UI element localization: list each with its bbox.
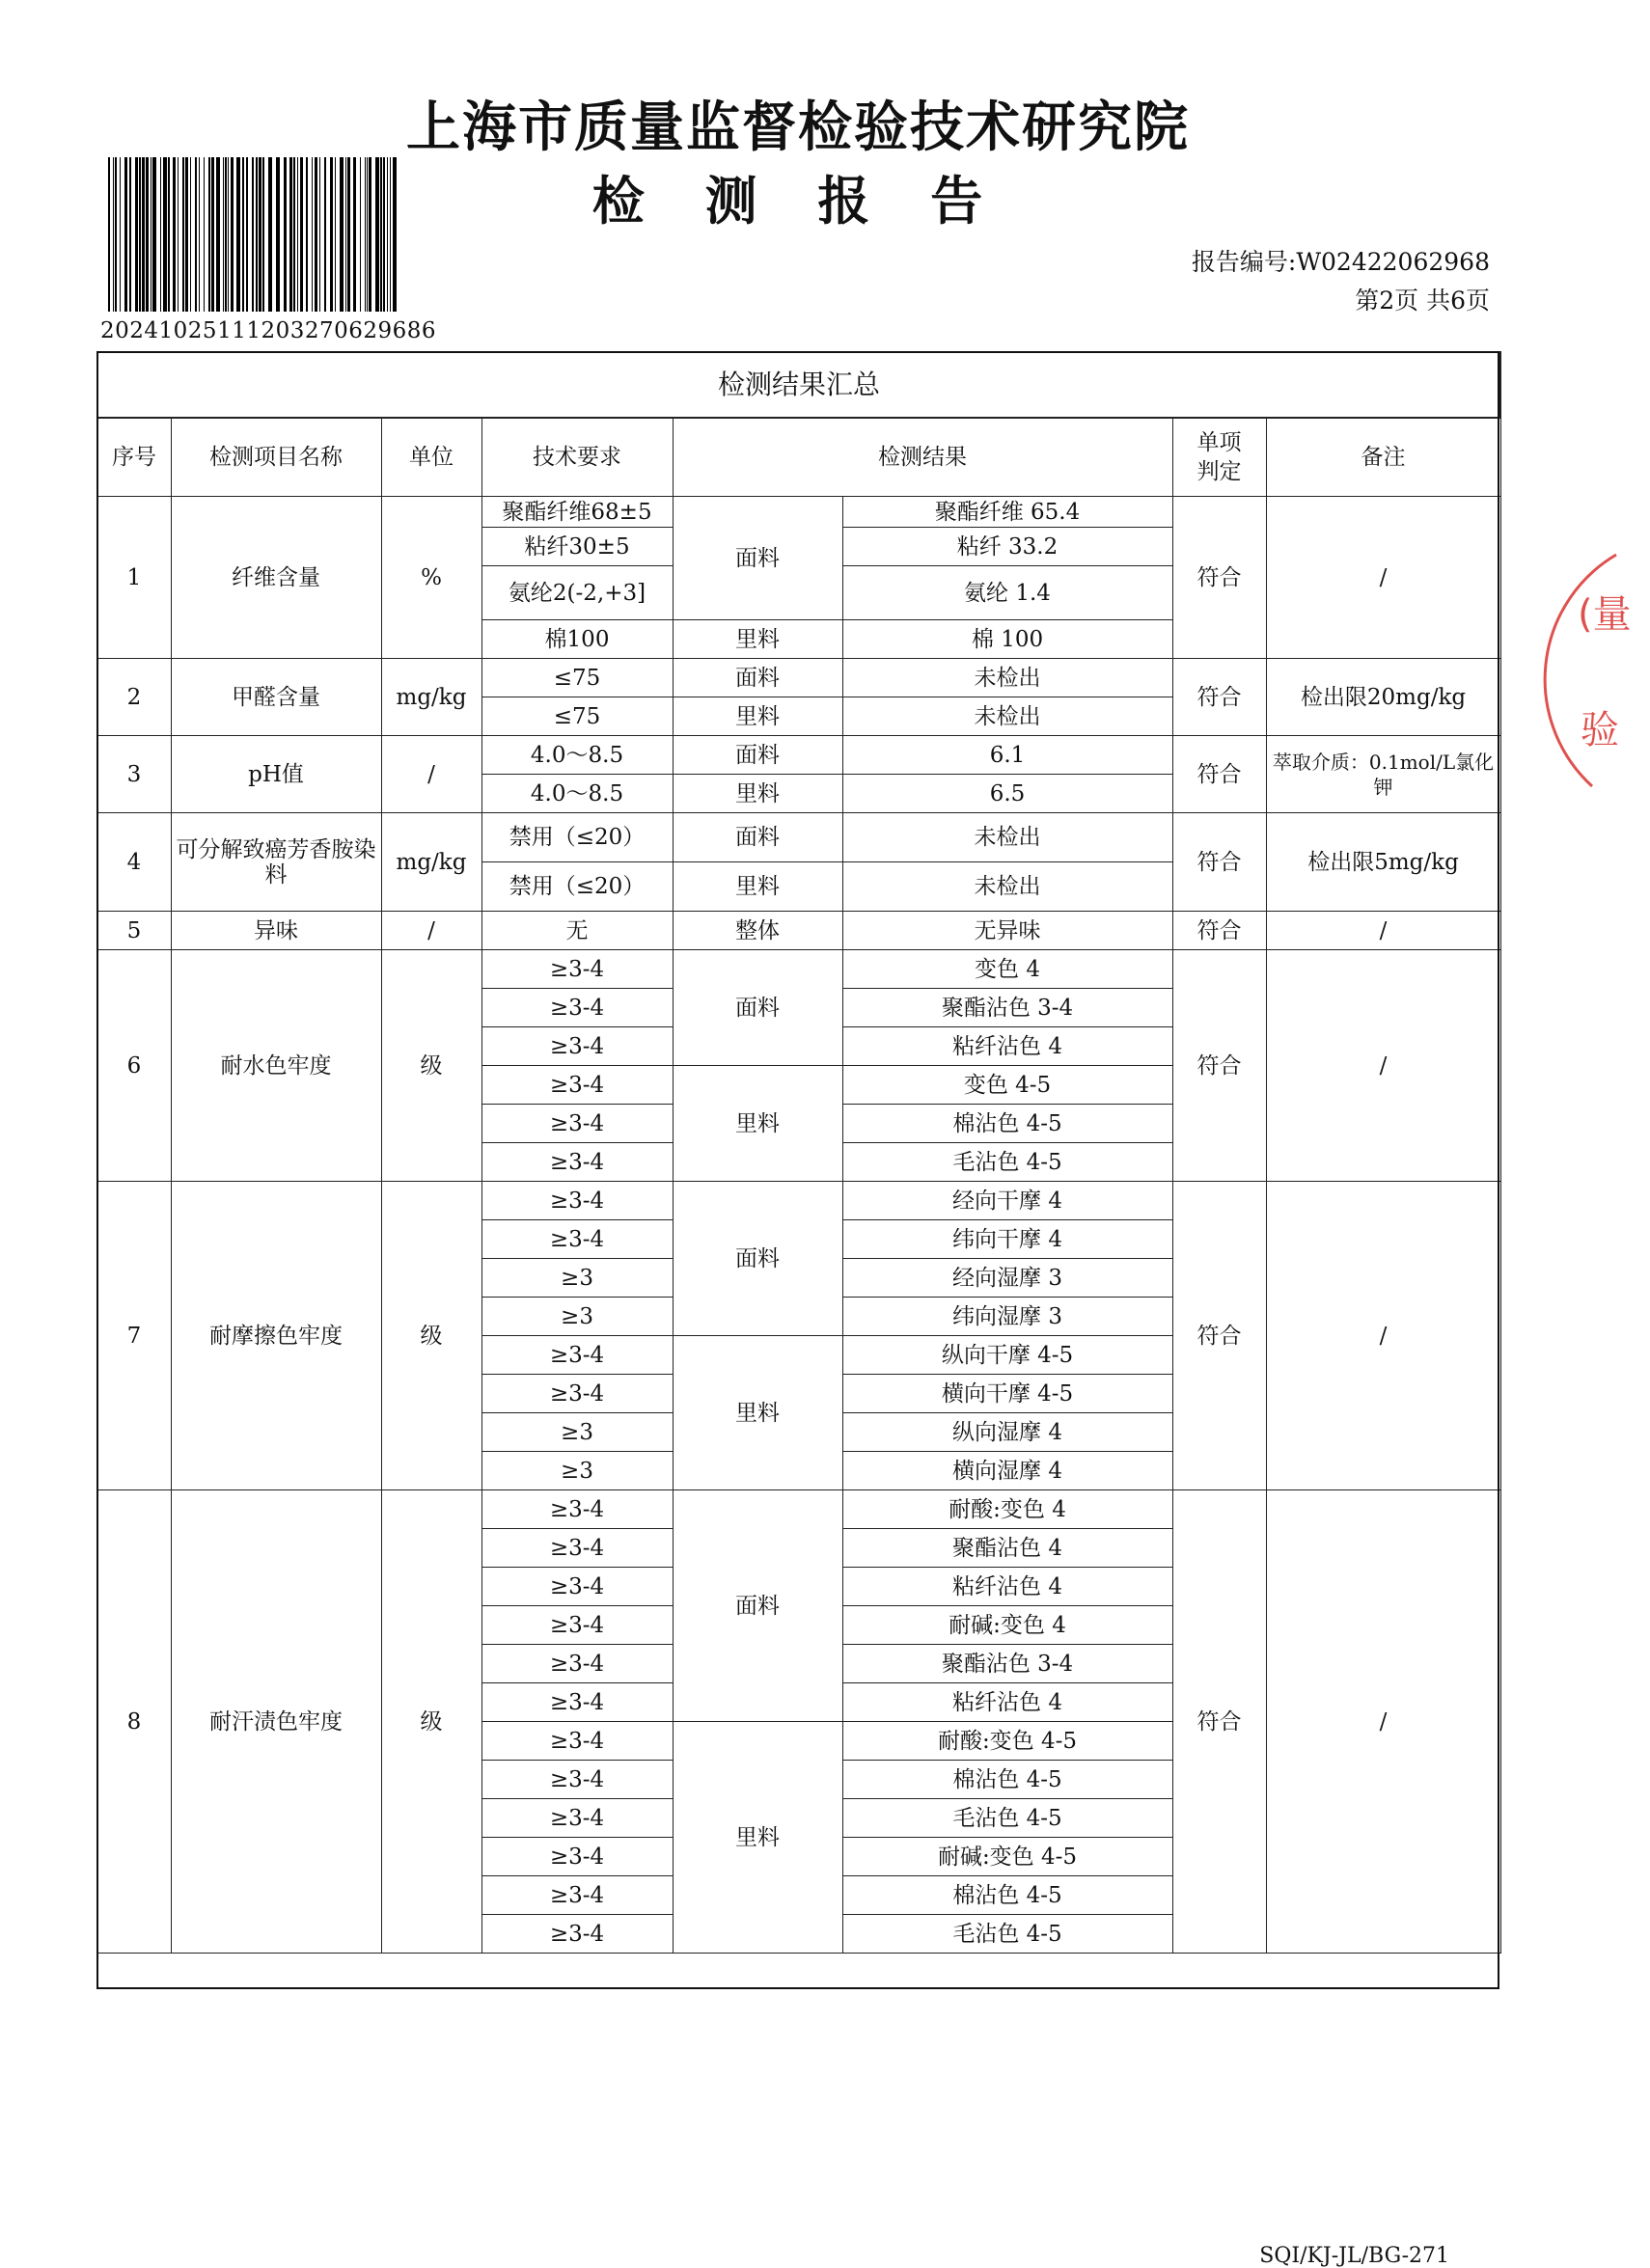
result-cell: 未检出	[842, 813, 1172, 862]
institute-name: 上海市质量监督检验技术研究院	[406, 96, 1190, 159]
item-name-cell: 纤维含量	[171, 497, 381, 659]
requirement-cell: 禁用（≤20）	[481, 862, 673, 912]
result-cell: 耐碱:变色 4	[842, 1606, 1172, 1645]
verdict-cell: 符合	[1172, 659, 1266, 736]
unit-cell: /	[381, 912, 481, 950]
barcode-image	[108, 157, 399, 312]
unit-cell: 级	[381, 950, 481, 1182]
part-cell: 里料	[673, 620, 842, 659]
verdict-cell: 符合	[1172, 736, 1266, 813]
requirement-cell: ≥3-4	[481, 1182, 673, 1220]
table-header-row	[97, 418, 1500, 497]
result-cell: 耐酸:变色 4	[842, 1490, 1172, 1529]
result-cell: 毛沾色 4-5	[842, 1799, 1172, 1838]
requirement-cell: 氨纶2(-2,+3]	[481, 566, 673, 620]
result-cell: 氨纶 1.4	[842, 566, 1172, 620]
result-cell: 未检出	[842, 659, 1172, 697]
result-cell: 粘纤沾色 4	[842, 1683, 1172, 1722]
result-cell: 变色 4-5	[842, 1066, 1172, 1105]
requirement-cell: ≥3	[481, 1259, 673, 1298]
requirement-cell: ≥3-4	[481, 1066, 673, 1105]
result-cell: 粘纤沾色 4	[842, 1568, 1172, 1606]
result-cell: 纬向干摩 4	[842, 1220, 1172, 1259]
item-name-cell: 耐汗渍色牢度	[171, 1490, 381, 1954]
part-cell: 面料	[673, 736, 842, 775]
requirement-cell: ≥3	[481, 1452, 673, 1490]
note-cell: /	[1266, 497, 1500, 659]
item-name-cell: 耐水色牢度	[171, 950, 381, 1182]
part-cell: 里料	[673, 697, 842, 736]
seq-cell: 5	[97, 912, 171, 950]
seq-cell: 1	[97, 497, 171, 659]
requirement-cell: ≥3-4	[481, 1838, 673, 1876]
requirement-cell: 禁用（≤20）	[481, 813, 673, 862]
header-seq: 序号	[97, 418, 171, 497]
note-cell: /	[1266, 1490, 1500, 1954]
part-cell: 面料	[673, 659, 842, 697]
result-cell: 横向干摩 4-5	[842, 1375, 1172, 1413]
requirement-cell: 粘纤30±5	[481, 528, 673, 566]
part-cell: 里料	[673, 1066, 842, 1182]
result-cell: 粘纤沾色 4	[842, 1027, 1172, 1066]
result-cell: 未检出	[842, 862, 1172, 912]
verdict-cell: 符合	[1172, 813, 1266, 912]
verdict-cell: 符合	[1172, 497, 1266, 659]
note-cell: /	[1266, 1182, 1500, 1490]
note-cell: 检出限20mg/kg	[1266, 659, 1500, 736]
table-row	[97, 736, 1500, 775]
result-cell: 经向干摩 4	[842, 1182, 1172, 1220]
seq-cell: 6	[97, 950, 171, 1182]
part-cell: 面料	[673, 497, 842, 620]
result-cell: 6.5	[842, 775, 1172, 813]
result-cell: 经向湿摩 3	[842, 1259, 1172, 1298]
part-cell: 里料	[673, 862, 842, 912]
requirement-cell: ≥3-4	[481, 1799, 673, 1838]
page-number: 第2页 共6页	[1355, 287, 1490, 314]
requirement-cell: ≥3-4	[481, 1143, 673, 1182]
result-cell: 纵向湿摩 4	[842, 1413, 1172, 1452]
requirement-cell: ≥3-4	[481, 1645, 673, 1683]
result-cell: 纬向湿摩 3	[842, 1298, 1172, 1336]
requirement-cell: ≥3-4	[481, 1683, 673, 1722]
part-cell: 里料	[673, 1722, 842, 1954]
table-row	[97, 497, 1500, 528]
note-cell: 萃取介质：0.1mol/L氯化钾	[1266, 736, 1500, 813]
requirement-cell: ≥3	[481, 1298, 673, 1336]
requirement-cell: ≥3-4	[481, 1761, 673, 1799]
result-cell: 毛沾色 4-5	[842, 1143, 1172, 1182]
unit-cell: mg/kg	[381, 659, 481, 736]
requirement-cell: ≥3-4	[481, 1490, 673, 1529]
requirement-cell: ≥3-4	[481, 1105, 673, 1143]
requirement-cell: ≥3-4	[481, 1606, 673, 1645]
part-cell: 里料	[673, 1336, 842, 1490]
seq-cell: 7	[97, 1182, 171, 1490]
result-cell: 粘纤 33.2	[842, 528, 1172, 566]
requirement-cell: ≥3-4	[481, 1568, 673, 1606]
form-code: SQI/KJ-JL/BG-271	[1259, 2244, 1449, 2268]
seq-cell: 3	[97, 736, 171, 813]
unit-cell: 级	[381, 1490, 481, 1954]
result-cell: 聚酯沾色 3-4	[842, 989, 1172, 1027]
item-name-cell: 耐摩擦色牢度	[171, 1182, 381, 1490]
result-cell: 棉沾色 4-5	[842, 1761, 1172, 1799]
requirement-cell: 4.0～8.5	[481, 775, 673, 813]
inspection-seal-stamp	[1534, 535, 1650, 806]
requirement-cell: 棉100	[481, 620, 673, 659]
requirement-cell: ≥3-4	[481, 1915, 673, 1954]
part-cell: 整体	[673, 912, 842, 950]
table-row	[97, 659, 1500, 697]
verdict-cell: 符合	[1172, 1182, 1266, 1490]
requirement-cell: ≥3-4	[481, 1220, 673, 1259]
seal-text-1: (量	[1578, 592, 1632, 637]
result-cell: 耐酸:变色 4-5	[842, 1722, 1172, 1761]
report-number: 报告编号:W02422062968	[1191, 248, 1490, 276]
verdict-cell: 符合	[1172, 950, 1266, 1182]
result-cell: 棉 100	[842, 620, 1172, 659]
header-unit: 单位	[381, 418, 481, 497]
result-cell: 聚酯沾色 3-4	[842, 1645, 1172, 1683]
header-note: 备注	[1266, 418, 1500, 497]
verdict-cell: 符合	[1172, 1490, 1266, 1954]
table-row	[97, 813, 1500, 862]
seq-cell: 8	[97, 1490, 171, 1954]
part-cell: 里料	[673, 775, 842, 813]
requirement-cell: 4.0～8.5	[481, 736, 673, 775]
table-row	[97, 1490, 1500, 1529]
unit-cell: %	[381, 497, 481, 659]
header-verdict: 单项判定	[1172, 418, 1266, 497]
requirement-cell: ≥3-4	[481, 1722, 673, 1761]
item-name-cell: 异味	[171, 912, 381, 950]
result-cell: 聚酯纤维 65.4	[842, 497, 1172, 528]
document-title: 检 测 报 告	[591, 171, 1004, 232]
result-cell: 无异味	[842, 912, 1172, 950]
result-cell: 耐碱:变色 4-5	[842, 1838, 1172, 1876]
results-summary-table	[96, 351, 1501, 1954]
requirement-cell: 无	[481, 912, 673, 950]
barcode-number: 20241025111203270629686	[100, 318, 437, 343]
part-cell: 面料	[673, 1182, 842, 1336]
part-cell: 面料	[673, 813, 842, 862]
requirement-cell: 聚酯纤维68±5	[481, 497, 673, 528]
seal-text-2: 验	[1581, 708, 1619, 752]
item-name-cell: 甲醛含量	[171, 659, 381, 736]
result-cell: 棉沾色 4-5	[842, 1105, 1172, 1143]
note-cell: /	[1266, 950, 1500, 1182]
requirement-cell: ≥3-4	[481, 1529, 673, 1568]
requirement-cell: ≤75	[481, 659, 673, 697]
result-cell: 毛沾色 4-5	[842, 1915, 1172, 1954]
result-cell: 棉沾色 4-5	[842, 1876, 1172, 1915]
table-row	[97, 1182, 1500, 1220]
note-cell: 检出限5mg/kg	[1266, 813, 1500, 912]
requirement-cell: ≥3-4	[481, 1375, 673, 1413]
requirement-cell: ≥3-4	[481, 989, 673, 1027]
note-cell: /	[1266, 912, 1500, 950]
requirement-cell: ≥3-4	[481, 950, 673, 989]
unit-cell: mg/kg	[381, 813, 481, 912]
table-caption: 检测结果汇总	[97, 352, 1500, 418]
part-cell: 面料	[673, 950, 842, 1066]
item-name-cell: 可分解致癌芳香胺染料	[171, 813, 381, 912]
result-cell: 聚酯沾色 4	[842, 1529, 1172, 1568]
unit-cell: 级	[381, 1182, 481, 1490]
requirement-cell: ≥3-4	[481, 1876, 673, 1915]
table-row	[97, 912, 1500, 950]
result-cell: 纵向干摩 4-5	[842, 1336, 1172, 1375]
header-item-name: 检测项目名称	[171, 418, 381, 497]
result-cell: 未检出	[842, 697, 1172, 736]
requirement-cell: ≥3-4	[481, 1336, 673, 1375]
requirement-cell: ≥3-4	[481, 1027, 673, 1066]
seq-cell: 4	[97, 813, 171, 912]
table-row	[97, 950, 1500, 989]
header-result: 检测结果	[673, 418, 1172, 497]
part-cell: 面料	[673, 1490, 842, 1722]
item-name-cell: pH值	[171, 736, 381, 813]
seq-cell: 2	[97, 659, 171, 736]
requirement-cell: ≤75	[481, 697, 673, 736]
result-cell: 6.1	[842, 736, 1172, 775]
verdict-cell: 符合	[1172, 912, 1266, 950]
requirement-cell: ≥3	[481, 1413, 673, 1452]
result-cell: 横向湿摩 4	[842, 1452, 1172, 1490]
result-cell: 变色 4	[842, 950, 1172, 989]
header-requirement: 技术要求	[481, 418, 673, 497]
unit-cell: /	[381, 736, 481, 813]
